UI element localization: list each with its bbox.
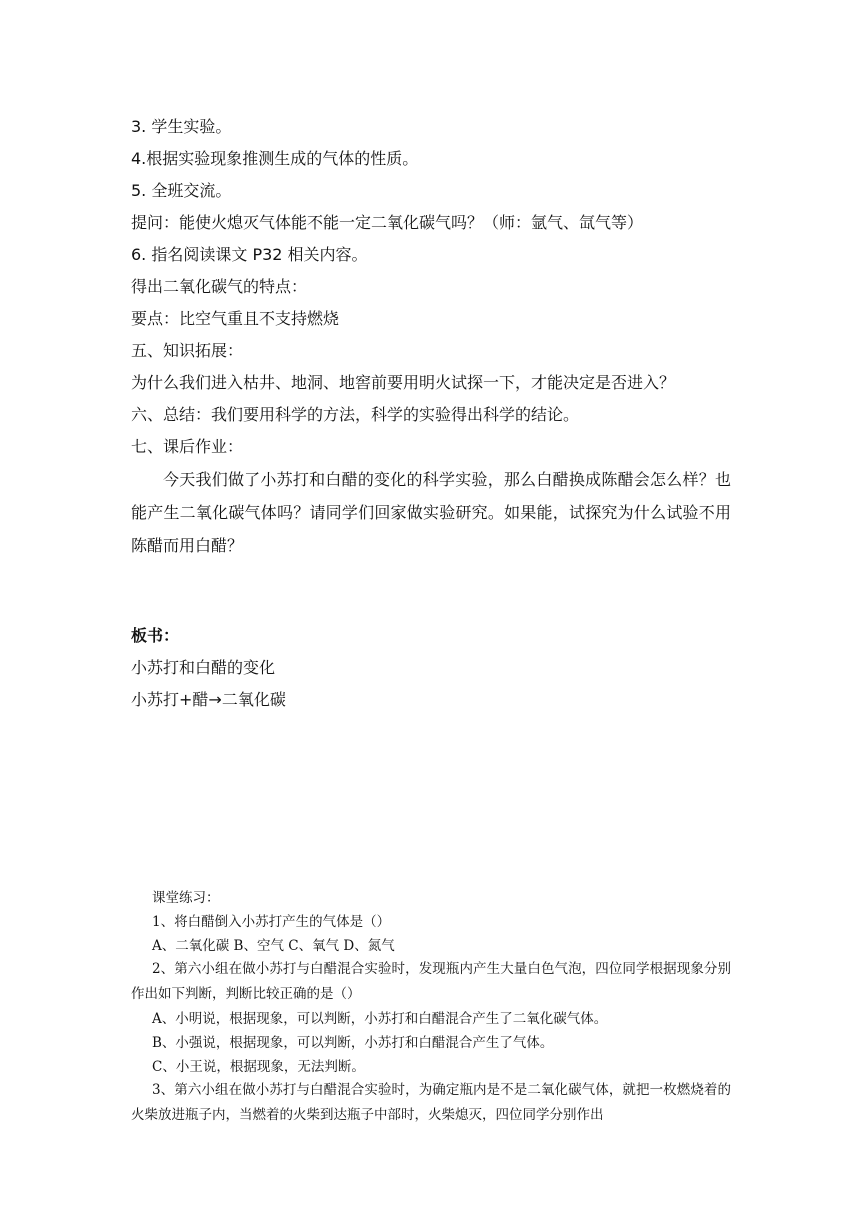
board-heading: 板书： [131,626,180,645]
step-6-line: 6. 指名阅读课文 P32 相关内容。 [131,245,368,264]
question-line: 提问：能使火熄灭气体能不能一定二氧化碳气吗？（师：氩气、氙气等） [131,213,644,232]
exercise-heading: 课堂练习： [152,890,220,906]
exercise-q2-option-a: A、小明说，根据现象，可以判断，小苏打和白醋混合产生了二氧化碳气体。 [152,1011,608,1027]
step-4-line: 4.根据实验现象推测生成的气体的性质。 [131,149,419,168]
board-title: 小苏打和白醋的变化 [131,658,276,677]
step-5-line: 5. 全班交流。 [131,181,232,200]
exercise-q1-options: A、二氧化碳 B、空气 C、氧气 D、氮气 [152,938,395,954]
section-6-summary: 六、总结：我们要用科学的方法，科学的实验得出科学的结论。 [131,405,580,424]
homework-paragraph: 今天我们做了小苏打和白醋的变化的科学实验，那么白醋换成陈醋会怎么样？也能产生二氧化碳气体吗？请同学们回家做实验研究。如果能，试探究为什么试验不用陈醋而用白醋？ [131,470,731,555]
extension-question-line: 为什么我们进入枯井、地洞、地窖前要用明火试探一下，才能决定是否进入？ [131,373,676,392]
exercise-q1: 1、将白醋倒入小苏打产生的气体是（） [152,914,391,930]
key-points-line: 要点：比空气重且不支持燃烧 [131,309,340,328]
section-5-heading: 五、知识拓展： [131,341,244,360]
exercise-q3: 3、第六小组在做小苏打与白醋混合实验时，为确定瓶内是不是二氧化碳气体，就把一枚燃烧着的火柴放进瓶子内，当燃着的火柴到达瓶子中部时，火柴熄灭，四位同学分别作出 [131,1082,731,1123]
exercise-q2-option-b: B、小强说，根据现象，可以判断，小苏打和白醋混合产生了气体。 [152,1035,554,1051]
section-7-heading: 七、课后作业： [131,437,244,456]
board-equation: 小苏打+醋→二氧化碳 [131,690,286,709]
exercise-q2: 2、第六小组在做小苏打与白醋混合实验时，发现瓶内产生大量白色气泡，四位同学根据现象分别作出如下判断，判断比较正确的是（） [131,961,731,1002]
exercise-q2-option-c: C、小王说，根据现象，无法判断。 [152,1059,365,1075]
co2-features-line: 得出二氧化碳气的特点： [131,277,308,296]
step-3-line: 3. 学生实验。 [131,117,232,136]
